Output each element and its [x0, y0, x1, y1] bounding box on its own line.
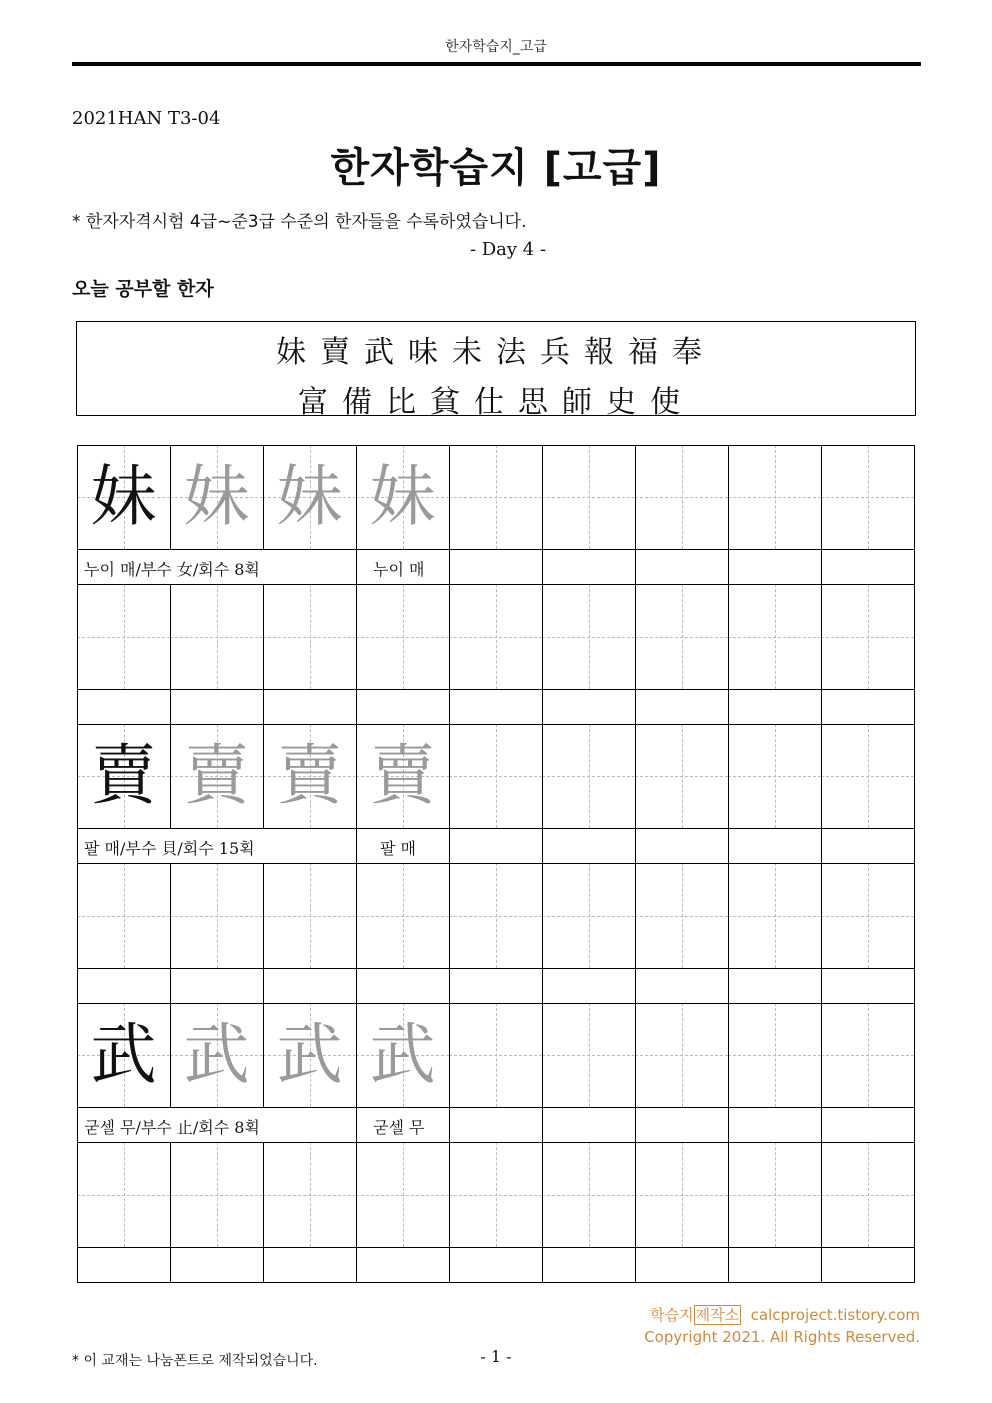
practice-grid — [77, 445, 914, 1283]
page-title: 한자학습지 [고급] — [330, 145, 662, 191]
footer-copyright: Copyright 2021. All Rights Reserved. — [644, 1328, 920, 1346]
hanja-meaning: 팔 매 — [380, 839, 416, 858]
brand-prefix: 학습지 — [650, 1306, 694, 1324]
grid-line — [914, 1003, 915, 1108]
model-hanja: 武 — [90, 1015, 157, 1093]
trace-hanja: 賣 — [183, 736, 250, 814]
trace-hanja: 武 — [183, 1015, 250, 1093]
trace-hanja: 賣 — [276, 736, 343, 814]
trace-hanja: 妹 — [183, 457, 250, 535]
brand-boxed: 제작소 — [695, 1306, 740, 1324]
grid-line — [914, 1247, 915, 1283]
hanja-info: 팔 매/부수 貝/회수 15획 — [84, 839, 255, 858]
grid-line — [914, 445, 915, 550]
practice-block — [77, 445, 914, 725]
section-title: 오늘 공부할 한자 — [72, 278, 214, 300]
grid-line — [914, 549, 915, 585]
trace-hanja: 妹 — [276, 457, 343, 535]
trace-hanja: 妹 — [369, 457, 436, 535]
practice-block — [77, 724, 914, 1004]
trace-hanja: 武 — [369, 1015, 436, 1093]
grid-line — [914, 724, 915, 829]
trace-hanja: 賣 — [369, 736, 436, 814]
grid-line — [914, 584, 915, 690]
running-header: 한자학습지_고급 — [445, 39, 547, 55]
hanja-info: 누이 매/부수 女/회수 8획 — [84, 560, 260, 579]
header-rule — [72, 62, 921, 66]
grid-line — [914, 863, 915, 969]
model-hanja: 妹 — [90, 457, 157, 535]
grid-line — [914, 1142, 915, 1248]
model-hanja: 賣 — [90, 736, 157, 814]
grid-line — [914, 828, 915, 864]
trace-hanja: 武 — [276, 1015, 343, 1093]
todays-hanja-box — [76, 321, 916, 420]
hanja-info: 굳셀 무/부수 止/회수 8획 — [84, 1118, 260, 1137]
practice-block — [77, 1003, 914, 1283]
hanja-list-line-2: 富備比貧仕思師史使 — [298, 385, 694, 420]
level-note: * 한자자격시험 4급~준3급 수준의 한자들을 수록하였습니다. — [72, 212, 527, 232]
font-note: * 이 교재는 나눔폰트로 제작되었습니다. — [72, 1353, 318, 1369]
hanja-meaning: 굳셀 무 — [373, 1118, 425, 1137]
day-label: - Day 4 - — [469, 239, 547, 260]
footer-brand — [650, 1304, 920, 1325]
page-number: - 1 - — [480, 1347, 512, 1366]
grid-line — [914, 689, 915, 725]
grid-line — [914, 968, 915, 1004]
hanja-meaning: 누이 매 — [373, 560, 425, 579]
grid-line — [914, 1107, 915, 1143]
document-code: 2021HAN T3-04 — [72, 108, 221, 129]
brand-url: calcproject.tistory.com — [750, 1306, 920, 1324]
hanja-list-line-1: 妹賣武味未法兵報福奉 — [276, 335, 716, 370]
